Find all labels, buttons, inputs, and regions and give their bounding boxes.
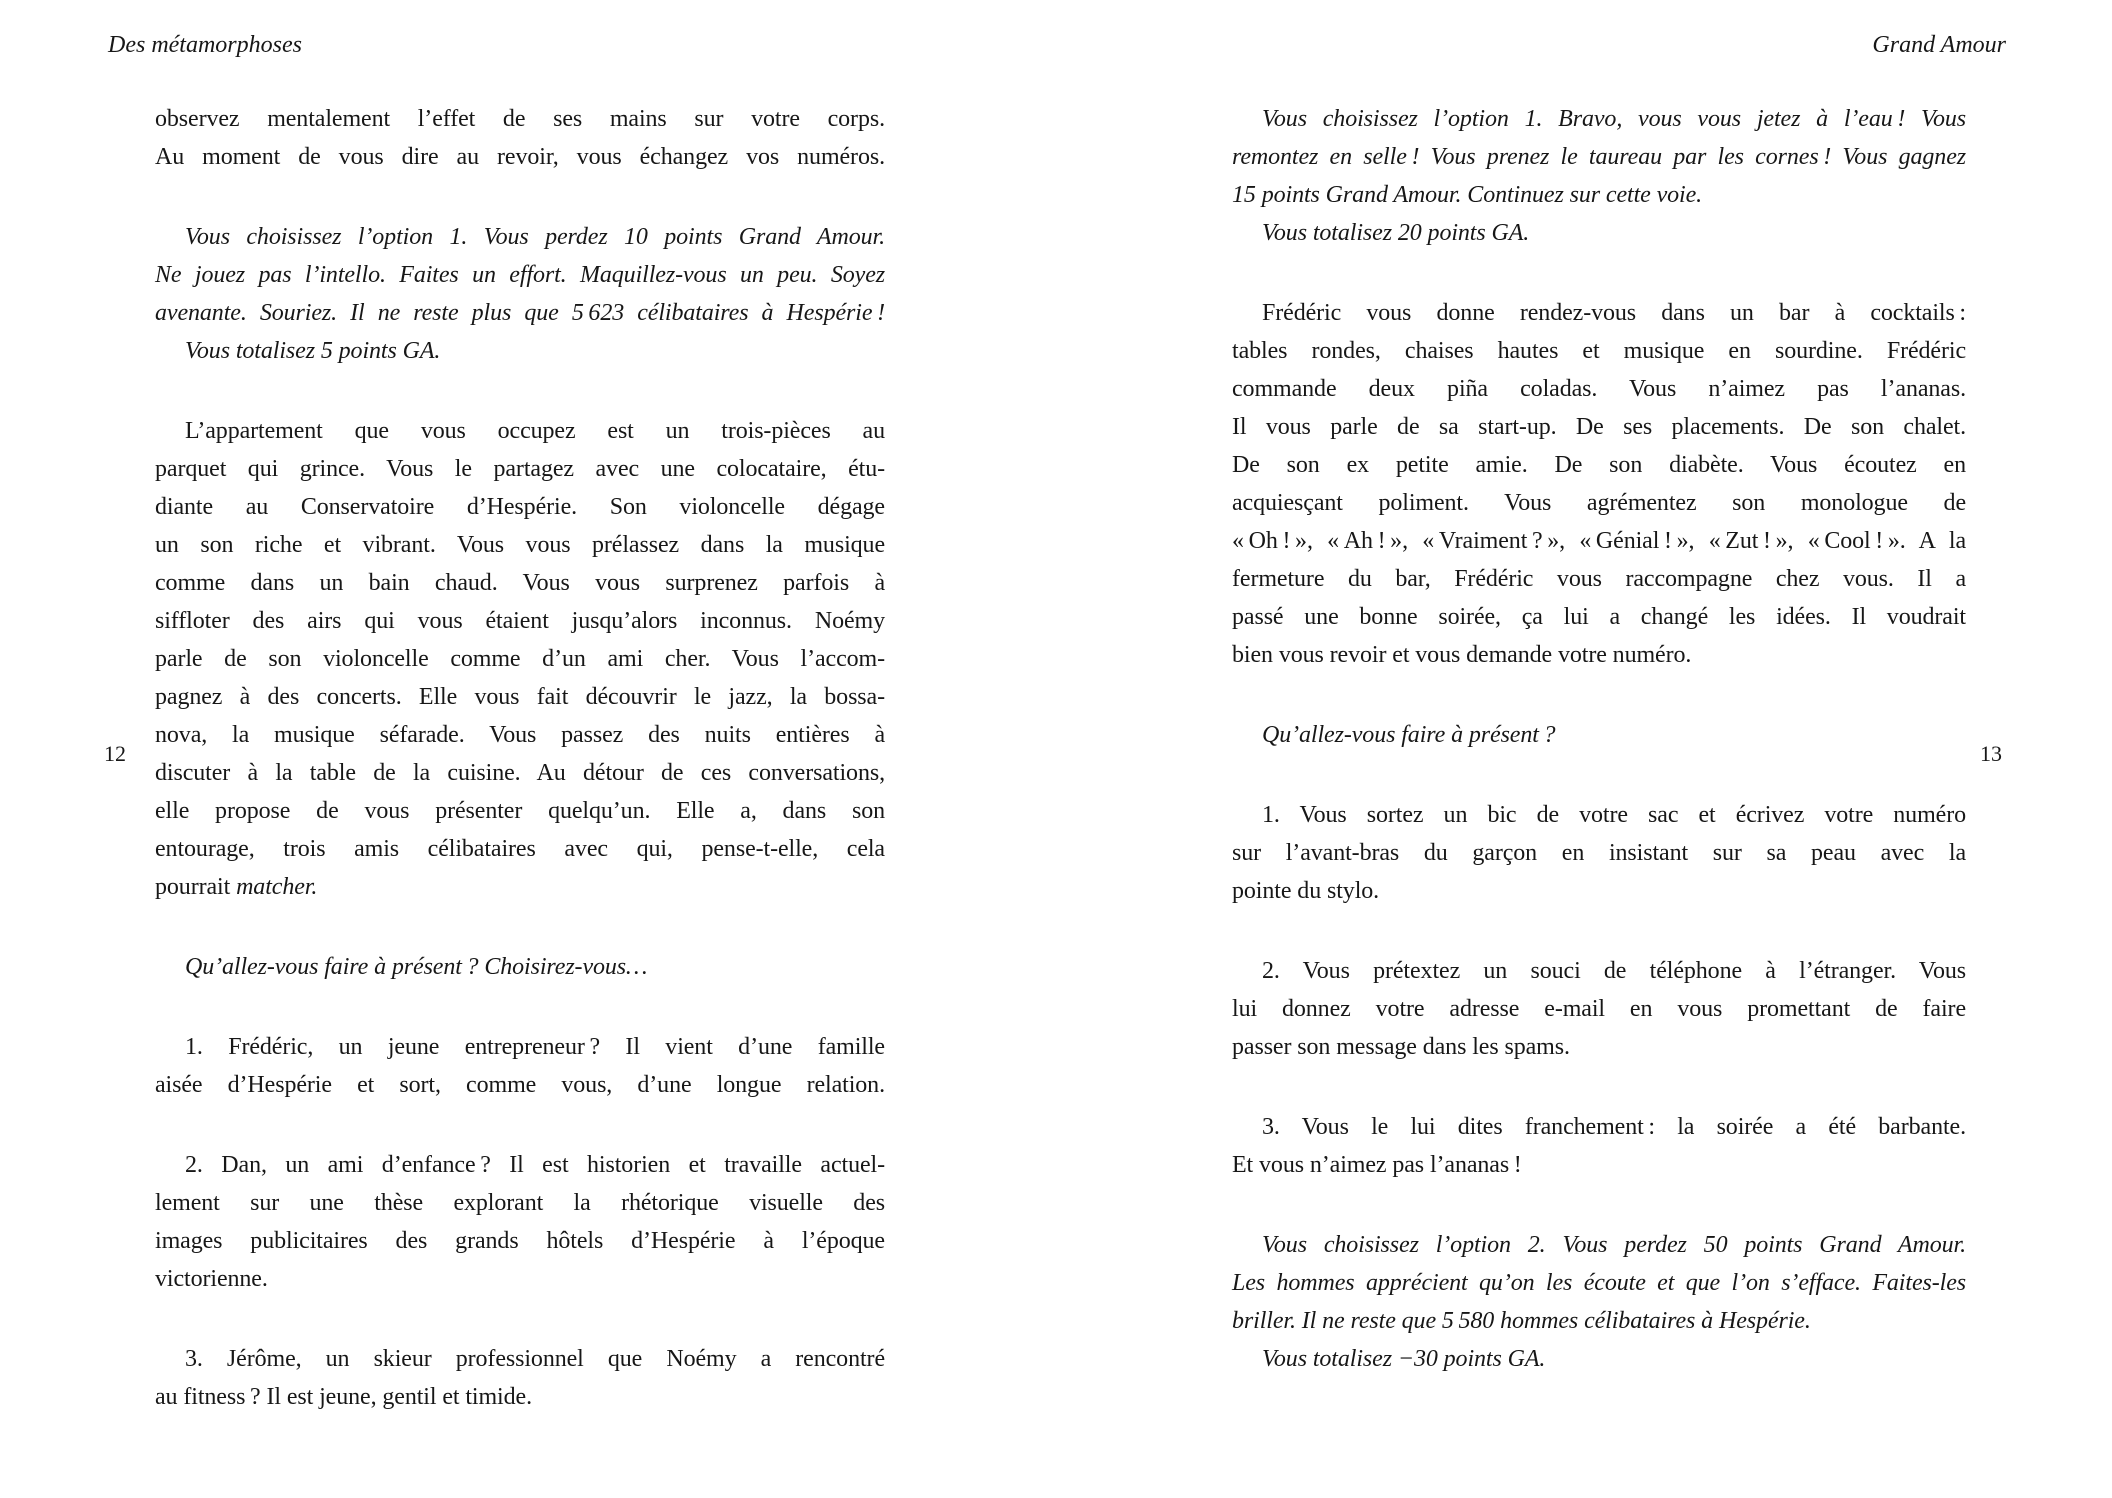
text-line: Vous choisissez l’option 1. Vous perdez 10 points Grand Amour. bbox=[185, 224, 885, 250]
running-header-left: Des métamorphoses bbox=[108, 32, 302, 58]
paragraph-italic bbox=[1232, 100, 1966, 252]
text-line: observez mentalement l’effet de ses mains sur votre corps. bbox=[155, 106, 885, 132]
text-line: L’appartement que vous occupez est un trois-pièces au bbox=[185, 418, 885, 444]
text-line: Vous totalisez 20 points GA. bbox=[1262, 220, 1530, 246]
text-line: pointe du stylo. bbox=[1232, 878, 1380, 904]
text-line: discuter à la table de la cuisine. Au détour de ces conversations, bbox=[155, 760, 885, 786]
text-line: Il vous parle de sa start-up. De ses placements. De son chalet. bbox=[1232, 414, 1966, 440]
text-line: pagnez à des concerts. Elle vous fait découvrir le jazz, la bossa- bbox=[155, 684, 885, 710]
text-column-left bbox=[155, 100, 885, 1416]
text-line: Qu’allez-vous faire à présent ? Choisirez-vous… bbox=[185, 954, 648, 980]
paragraph bbox=[1232, 1108, 1966, 1184]
text-line: remontez en selle ! Vous prenez le taureau par les cornes ! Vous gagnez bbox=[1232, 144, 1966, 170]
text-line: 2. Vous prétextez un souci de téléphone à l’étranger. Vous bbox=[1262, 958, 1966, 984]
text-line: Frédéric vous donne rendez-vous dans un bar à cocktails : bbox=[1262, 300, 1966, 326]
paragraph bbox=[1232, 294, 1966, 674]
text-line: Vous choisissez l’option 2. Vous perdez 50 points Grand Amour. bbox=[1262, 1232, 1966, 1258]
text-line: lui donnez votre adresse e-mail en vous promettant de faire bbox=[1232, 996, 1966, 1022]
text-line: briller. Il ne reste que 5 580 hommes célibataires à Hespérie. bbox=[1232, 1308, 1811, 1334]
text-line: victorienne. bbox=[155, 1266, 268, 1292]
text-line: 1. Frédéric, un jeune entrepreneur ? Il vient d’une famille bbox=[185, 1034, 885, 1060]
page-right bbox=[1056, 0, 2112, 1498]
text-line: elle propose de vous présenter quelqu’un. Elle a, dans son bbox=[155, 798, 885, 824]
text-line: 2. Dan, un ami d’enfance ? Il est historien et travaille actuel- bbox=[185, 1152, 885, 1178]
text-line: tables rondes, chaises hautes et musique en sourdine. Frédéric bbox=[1232, 338, 1966, 364]
text-line: fermeture du bar, Frédéric vous raccompagne chez vous. Il a bbox=[1232, 566, 1966, 592]
text-line: sur l’avant-bras du garçon en insistant sur sa peau avec la bbox=[1232, 840, 1966, 866]
paragraph-italic bbox=[1232, 1226, 1966, 1378]
paragraph-italic bbox=[155, 948, 885, 986]
text-line: 3. Vous le lui dites franchement : la soirée a été barbante. bbox=[1262, 1114, 1966, 1140]
text-column-right bbox=[1232, 100, 1966, 1378]
paragraph-italic bbox=[1232, 716, 1966, 754]
text-line: lement sur une thèse explorant la rhétorique visuelle des bbox=[155, 1190, 885, 1216]
text-line: Vous totalisez 5 points GA. bbox=[185, 338, 441, 364]
text-line: diante au Conservatoire d’Hespérie. Son violoncelle dégage bbox=[155, 494, 885, 520]
page-number-right: 13 bbox=[1980, 741, 2002, 766]
text-line: « Oh ! », « Ah ! », « Vraiment ? », « Génial ! », « Zut ! », « Cool ! ». A la bbox=[1232, 528, 1966, 554]
text-line: acquiesçant poliment. Vous agrémentez son monologue de bbox=[1232, 490, 1966, 516]
paragraph bbox=[155, 1028, 885, 1104]
text-line: au fitness ? Il est jeune, gentil et timide. bbox=[155, 1384, 532, 1410]
page-number-left: 12 bbox=[104, 741, 126, 766]
text-line: un son riche et vibrant. Vous vous prélassez dans la musique bbox=[155, 532, 885, 558]
text-line: parle de son violoncelle comme d’un ami cher. Vous l’accom- bbox=[155, 646, 885, 672]
text-line: Vous totalisez −30 points GA. bbox=[1262, 1346, 1546, 1372]
text-line: Les hommes apprécient qu’on les écoute et que l’on s’efface. Faites-les bbox=[1232, 1270, 1966, 1296]
paragraph bbox=[155, 1340, 885, 1416]
text-line: images publicitaires des grands hôtels d’Hespérie à l’époque bbox=[155, 1228, 885, 1254]
text-line: Qu’allez-vous faire à présent ? bbox=[1262, 722, 1556, 748]
paragraph bbox=[1232, 952, 1966, 1066]
text-segment: pourrait bbox=[155, 874, 237, 900]
paragraph bbox=[155, 100, 885, 176]
text-line: commande deux piña coladas. Vous n’aimez pas l’ananas. bbox=[1232, 376, 1966, 402]
text-line: Et vous n’aimez pas l’ananas ! bbox=[1232, 1152, 1522, 1178]
text-line: De son ex petite amie. De son diabète. Vous écoutez en bbox=[1232, 452, 1966, 478]
text-line: 1. Vous sortez un bic de votre sac et écrivez votre numéro bbox=[1262, 802, 1966, 828]
paragraph bbox=[155, 412, 885, 906]
text-line: comme dans un bain chaud. Vous vous surprenez parfois à bbox=[155, 570, 885, 596]
text-line: Au moment de vous dire au revoir, vous échangez vos numéros. bbox=[155, 144, 885, 170]
paragraph bbox=[1232, 796, 1966, 910]
text-line bbox=[155, 868, 885, 906]
text-line: 3. Jérôme, un skieur professionnel que Noémy a rencontré bbox=[185, 1346, 885, 1372]
running-header-right: Grand Amour bbox=[1872, 32, 2006, 58]
text-line: passé une bonne soirée, ça lui a changé les idées. Il voudrait bbox=[1232, 604, 1966, 630]
text-line: aisée d’Hespérie et sort, comme vous, d’une longue relation. bbox=[155, 1072, 885, 1098]
italic-word: matcher. bbox=[236, 874, 318, 900]
text-line: Vous choisissez l’option 1. Bravo, vous vous jetez à l’eau ! Vous bbox=[1262, 106, 1966, 132]
text-line: parquet qui grince. Vous le partagez avec une colocataire, étu- bbox=[155, 456, 885, 482]
paragraph bbox=[155, 1146, 885, 1298]
text-line: avenante. Souriez. Il ne reste plus que 5 623 célibataires à Hespérie ! bbox=[155, 300, 885, 326]
text-line: siffloter des airs qui vous étaient jusqu’alors inconnus. Noémy bbox=[155, 608, 885, 634]
text-line: entourage, trois amis célibataires avec qui, pense-t-elle, cela bbox=[155, 836, 885, 862]
paragraph-italic bbox=[155, 218, 885, 370]
text-line: 15 points Grand Amour. Continuez sur cette voie. bbox=[1232, 182, 1703, 208]
text-line: bien vous revoir et vous demande votre numéro. bbox=[1232, 642, 1692, 668]
text-line: nova, la musique séfarade. Vous passez des nuits entières à bbox=[155, 722, 885, 748]
text-line: Ne jouez pas l’intello. Faites un effort. Maquillez-vous un peu. Soyez bbox=[155, 262, 885, 288]
text-line: passer son message dans les spams. bbox=[1232, 1034, 1570, 1060]
